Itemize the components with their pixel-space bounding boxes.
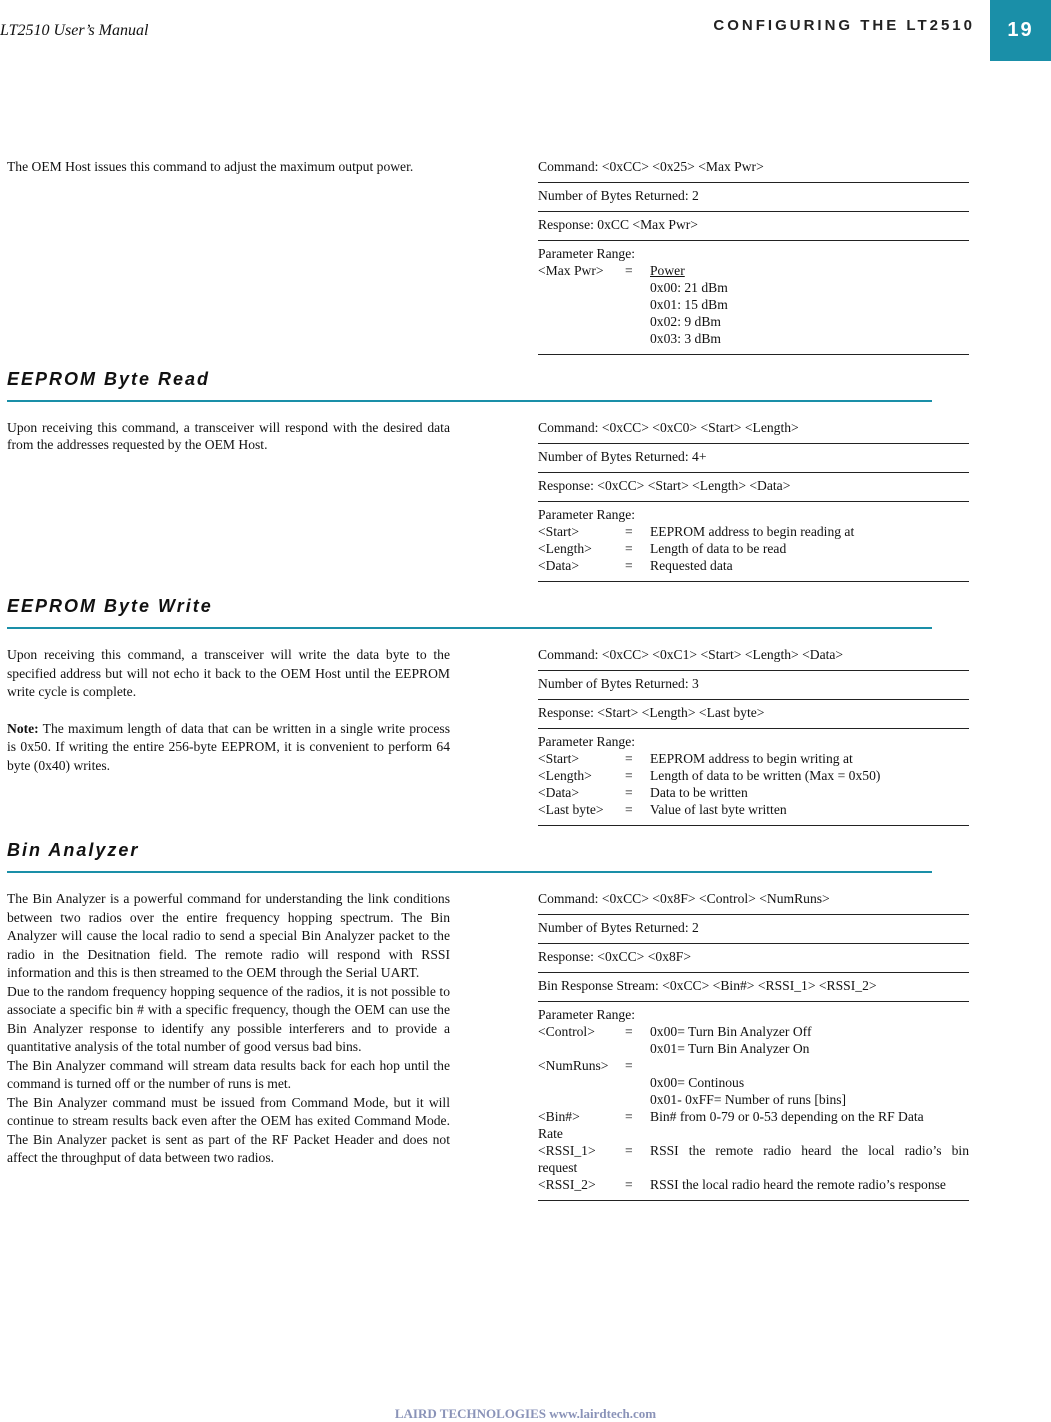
param-name: <Control> [538, 1024, 595, 1039]
param-eq: = [625, 558, 633, 573]
bin-analyzer-paragraph: The Bin Analyzer command must be issued from Command Mode, but it will continue to stream results back even after the OEM has exited Command Mode. The Bin Analyzer packet is sent as part of the RF Packet Header and does not affect the throughput of data between two radios. [7, 1094, 450, 1165]
param-value-row [538, 296, 969, 313]
parameter-range [538, 502, 969, 582]
bin-analyzer-paragraph: The Bin Analyzer is a powerful command for understanding the link conditions between two radios over the entire frequency hopping spectrum. The Bin Analyzer will cause the local radio to send a special Bin Analyzer packet to the radio in the Desitnation field. The remote radio will respond with RSSI information and this is then streamed to the OEM through the Serial UART. [7, 891, 450, 980]
command-line: Command: <0xCC> <0x25> <Max Pwr> [538, 158, 969, 183]
param-eq: = [625, 802, 633, 817]
param-name: <Start> [538, 524, 580, 539]
param-desc: 0x01= Turn Bin Analyzer On [650, 1041, 810, 1056]
param-eq: = [625, 1109, 633, 1124]
param-desc: Length of data to be read [650, 541, 787, 556]
param-row-control [538, 1023, 969, 1040]
response-line: Response: 0xCC <Max Pwr> [538, 212, 969, 241]
param-row-rssi2 [538, 1176, 969, 1193]
param-row-bin [538, 1108, 969, 1125]
section-title-bin-analyzer: Bin Analyzer [7, 840, 140, 860]
bytes-returned: Number of Bytes Returned: 2 [538, 915, 969, 944]
param-name: <RSSI_2> [538, 1177, 596, 1192]
section-divider [7, 400, 932, 402]
param-value-row [538, 330, 969, 347]
command-line: Command: <0xCC> <0xC1> <Start> <Length> <Data> [538, 646, 969, 671]
param-desc: Length of data to be written (Max = 0x50) [650, 768, 881, 783]
response-line: Response: <0xCC> <0x8F> [538, 944, 969, 973]
param-row-rssi1 [538, 1142, 969, 1159]
param-eq: = [625, 1058, 633, 1073]
param-row-continued [538, 1040, 969, 1057]
bin-analyzer-command-box [538, 890, 969, 1201]
section-divider [7, 627, 932, 629]
param-desc: Data to be written [650, 785, 748, 800]
param-value: 0x01: 15 dBm [650, 297, 728, 312]
param-heading: Parameter Range: [538, 507, 636, 522]
param-eq: = [625, 524, 633, 539]
param-name: <Start> [538, 751, 580, 766]
param-desc: RSSI the remote radio heard the local radio’s bin [650, 1143, 969, 1158]
param-value-row [538, 279, 969, 296]
param-name: <Length> [538, 541, 592, 556]
param-name: <Max Pwr> [538, 263, 604, 278]
max-power-command-box [538, 158, 969, 355]
max-power-text: The OEM Host issues this command to adjust the maximum output power. [7, 159, 414, 174]
param-value: 0x02: 9 dBm [650, 314, 721, 329]
param-wrap-line: Rate [538, 1126, 563, 1141]
param-desc: RSSI the local radio heard the remote radio’s response [650, 1177, 946, 1192]
param-name: <NumRuns> [538, 1058, 609, 1073]
param-desc: 0x00= Continous [650, 1075, 745, 1090]
command-line: Command: <0xCC> <0xC0> <Start> <Length> [538, 419, 969, 444]
param-eq: = [625, 263, 633, 278]
manual-title: LT2510 User’s Manual [0, 22, 149, 39]
param-desc: EEPROM address to begin writing at [650, 751, 853, 766]
param-desc: 0x01- 0xFF= Number of runs [bins] [650, 1092, 847, 1107]
chapter-title: CONFIGURING THE LT2510 [713, 17, 975, 34]
param-eq: = [625, 751, 633, 766]
param-desc: Value of last byte written [650, 802, 787, 817]
param-value: 0x03: 3 dBm [650, 331, 721, 346]
section-title-eeprom-write: EEPROM Byte Write [7, 596, 213, 616]
eeprom-write-command-box [538, 646, 969, 826]
param-desc: 0x00= Turn Bin Analyzer Off [650, 1024, 812, 1039]
bytes-returned: Number of Bytes Returned: 4+ [538, 444, 969, 473]
note-text: The maximum length of data that can be written in a single write process is 0x50. If writing the entire 256-byte EEPROM, it is convenient to perform 64 byte (0x40) writes. [7, 720, 450, 773]
response-stream: Bin Response Stream: <0xCC> <Bin#> <RSSI_1> <RSSI_2> [538, 973, 969, 1002]
param-heading: Parameter Range: [538, 246, 636, 261]
param-eq: = [625, 1177, 633, 1192]
response-line: Response: <Start> <Length> <Last byte> [538, 700, 969, 729]
param-eq: = [625, 768, 633, 783]
param-row [538, 784, 969, 801]
parameter-range [538, 241, 969, 355]
eeprom-write-text: Upon receiving this command, a transceiver will write the data byte to the specified address but will not echo it back to the OEM Host until the EEPROM write cycle is complete. [7, 647, 450, 699]
param-eq: = [625, 785, 633, 800]
footer-text: LAIRD TECHNOLOGIES www.lairdtech.com [394, 1406, 657, 1421]
section-divider [7, 871, 932, 873]
param-name: <Length> [538, 768, 592, 783]
bin-analyzer-paragraph: The Bin Analyzer command will stream data results back for each hop until the command is turned off or the number of runs is met. [7, 1057, 450, 1091]
param-eq: = [625, 1024, 633, 1039]
bin-analyzer-description [7, 890, 450, 1168]
parameter-range [538, 729, 969, 826]
param-wrap-line: request [538, 1160, 578, 1175]
param-row-continued [538, 1074, 969, 1091]
param-eq: = [625, 541, 633, 556]
param-name: <Bin#> [538, 1109, 580, 1124]
eeprom-read-command-box [538, 419, 969, 582]
param-row [538, 557, 969, 574]
param-label: Power [650, 263, 685, 278]
param-heading: Parameter Range: [538, 734, 636, 749]
param-name: <Data> [538, 785, 579, 800]
param-name: <Last byte> [538, 802, 604, 817]
param-row [538, 801, 969, 818]
eeprom-write-description [7, 646, 450, 775]
param-max-pwr [538, 262, 969, 279]
param-name: <Data> [538, 558, 579, 573]
section-title-eeprom-read: EEPROM Byte Read [7, 369, 211, 389]
param-row-continued [538, 1091, 969, 1108]
page-number: 19 [990, 0, 1051, 61]
bin-analyzer-paragraph: Due to the random frequency hopping sequence of the radios, it is not possible to associate a specific bin # with a specific frequency, though the OEM can use the Bin Analyzer response to identify any possible interferers and to provide a quantitative analysis of the total number of good versus bad bins. [7, 983, 450, 1054]
eeprom-read-description [7, 419, 450, 453]
param-value-row [538, 313, 969, 330]
param-row [538, 750, 969, 767]
param-desc: Bin# from 0-79 or 0-53 depending on the RF Data [650, 1109, 924, 1124]
parameter-range [538, 1002, 969, 1201]
bytes-returned: Number of Bytes Returned: 2 [538, 183, 969, 212]
note-label: Note: [7, 720, 39, 736]
response-line: Response: <0xCC> <Start> <Length> <Data> [538, 473, 969, 502]
param-row [538, 523, 969, 540]
param-name: <RSSI_1> [538, 1143, 596, 1158]
param-heading: Parameter Range: [538, 1007, 636, 1022]
param-eq: = [625, 1143, 633, 1158]
max-power-description [7, 158, 450, 175]
param-value: 0x00: 21 dBm [650, 280, 728, 295]
param-row-numruns [538, 1057, 969, 1074]
param-row [538, 767, 969, 784]
eeprom-read-text: Upon receiving this command, a transceiver will respond with the desired data from the addresses requested by the OEM Host. [7, 420, 450, 452]
bytes-returned: Number of Bytes Returned: 3 [538, 671, 969, 700]
param-row [538, 540, 969, 557]
eeprom-write-note [7, 720, 450, 776]
param-desc: EEPROM address to begin reading at [650, 524, 855, 539]
command-line: Command: <0xCC> <0x8F> <Control> <NumRuns> [538, 890, 969, 915]
param-desc: Requested data [650, 558, 733, 573]
